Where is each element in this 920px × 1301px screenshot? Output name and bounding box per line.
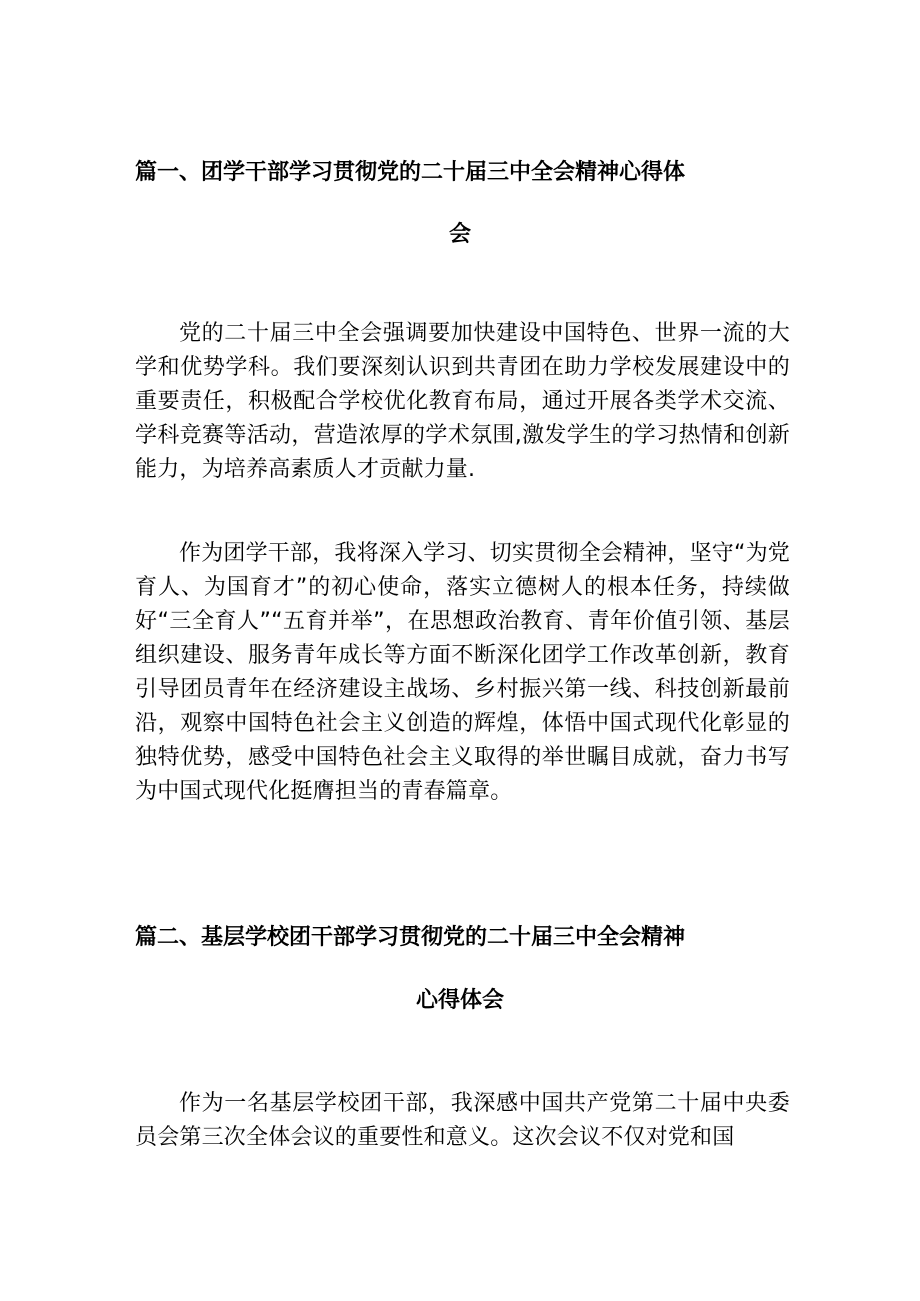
section2-title-line2: 心得体会: [415, 988, 504, 1013]
section1-paragraph-2: 作为团学干部，我将深入学习、切实贯彻全会精神，坚守“为党育人、为国育才”的初心使命，落实立德树人的根本任务，持续做好“三全育人”“五育并举”，在思想政治教育、青年价值引领、基层组织建设、服务青年成长等方面不断深化团学工作改革创新，教育引导团员青年在经济建设主战场、乡村振兴第一线、科技创新最前沿，观察中国特色社会主义创造的辉煌，体悟中国式现代化彰显的独特优势，感受中国特色社会主义取得的举世瞩目成就，奋力书写为中国式现代化挺膺担当的青春篇章。: [135, 541, 790, 804]
section1-paragraph-1: 党的二十届三中全会强调要加快建设中国特色、世界一流的大学和优势学科。我们要深刻认识到共青团在助力学校发展建设中的重要责任，积极配合学校优化教育布局，通过开展各类学术交流、学科竞赛等活动，营造浓厚的学术氛围,激发学生的学习热情和创新能力，为培养高素质人才贡献力量.: [135, 321, 790, 482]
section2-title-line1: 篇二、基层学校团干部学习贯彻党的二十届三中全会精神: [135, 925, 686, 950]
section1-title-line1: 篇一、团学干部学习贯彻党的二十届三中全会精神心得体: [135, 160, 686, 185]
section1-title-line2: 会: [448, 222, 471, 247]
section2-paragraph-1: 作为一名基层学校团干部，我深感中国共产党第二十届中央委员会第三次全体会议的重要性和意义。这次会议不仅对党和国: [135, 1091, 790, 1150]
